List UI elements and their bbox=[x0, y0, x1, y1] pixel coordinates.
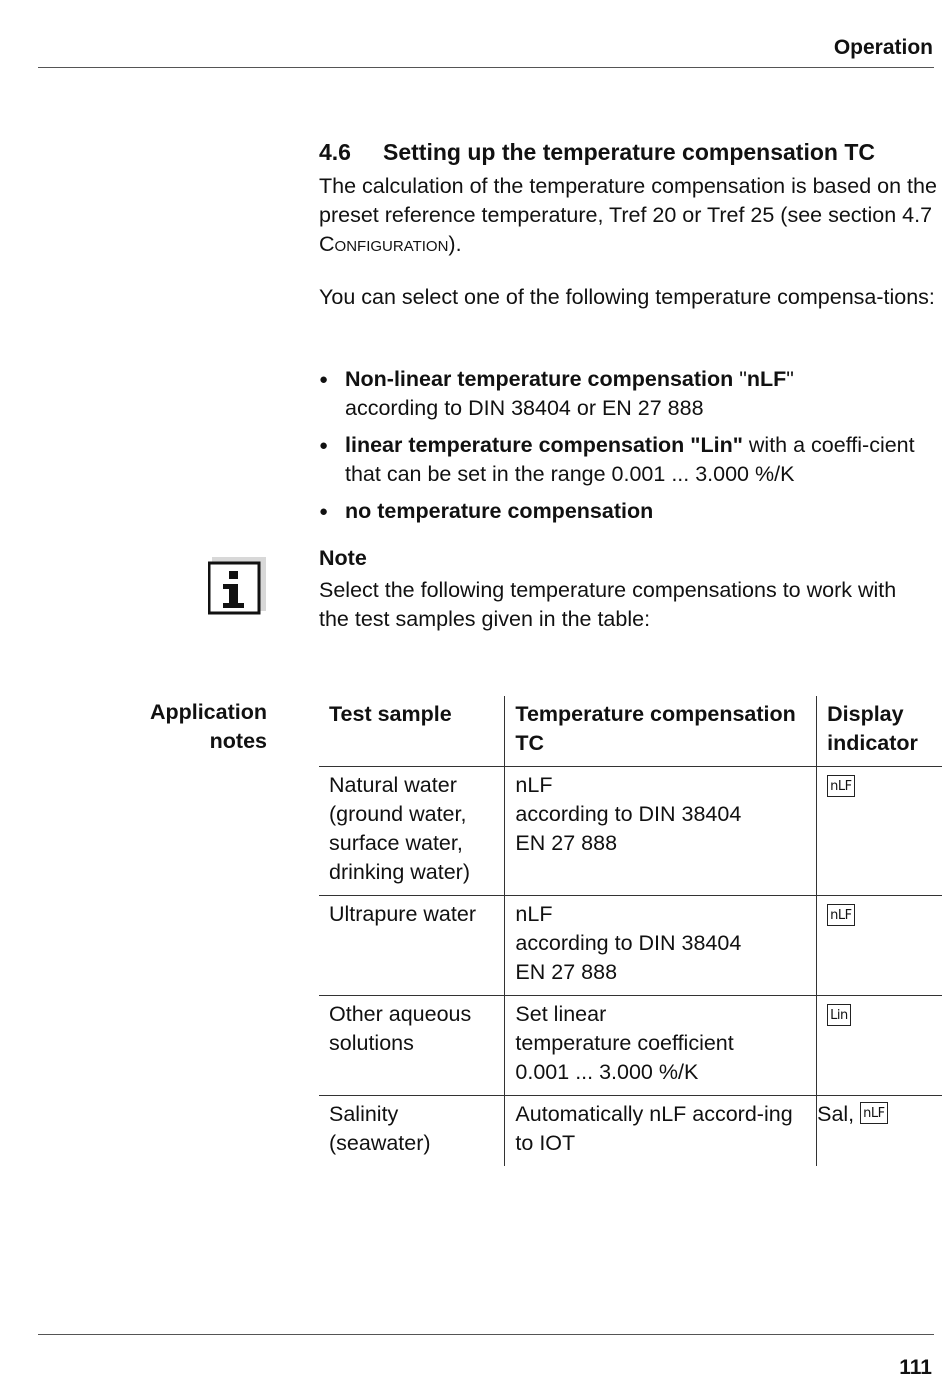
list-item bbox=[319, 497, 944, 526]
cell-display bbox=[817, 996, 942, 1096]
header-test-sample: Test sample bbox=[329, 702, 452, 726]
header-rule bbox=[38, 67, 934, 68]
cell-sample: Ultrapure water bbox=[319, 896, 505, 996]
tc-line: according to DIN 38404 bbox=[515, 931, 742, 955]
header-temperature-compensation: Temperature compensation TC bbox=[505, 696, 817, 767]
cell-tc: Automatically nLF accord-ing to IOT bbox=[505, 1096, 817, 1167]
page-number: 111 bbox=[899, 1356, 932, 1379]
note-title: Note bbox=[319, 546, 367, 570]
lin-display-icon: Lin bbox=[827, 1004, 851, 1026]
side-label-line1: Application bbox=[149, 700, 267, 724]
tc-line: EN 27 888 bbox=[515, 960, 618, 984]
nlf-code: nLF bbox=[746, 367, 787, 391]
tc-line: nLF bbox=[515, 902, 553, 926]
quote-close: " bbox=[786, 367, 794, 391]
info-icon bbox=[208, 557, 266, 615]
tc-line: nLF bbox=[515, 773, 553, 797]
side-label bbox=[150, 698, 267, 756]
intro-end: ). bbox=[448, 232, 462, 256]
bullet-text: with a coeffi-cient that can be set in the range 0.001 ... 3.000 %/K bbox=[345, 433, 915, 486]
section-heading bbox=[319, 139, 875, 166]
cell-tc bbox=[505, 767, 817, 896]
nlf-display-icon: nLF bbox=[827, 904, 854, 926]
cell-display bbox=[817, 1096, 942, 1167]
cell-sample: Other aqueous solutions bbox=[319, 996, 505, 1096]
bullet-bold: linear temperature compensation "Lin" bbox=[345, 433, 743, 457]
bullet-bold: Non-linear temperature compensation bbox=[345, 367, 740, 391]
quote-open: " bbox=[739, 367, 747, 391]
cell-sample: Natural water (ground water, surface water, drinking water) bbox=[319, 767, 505, 896]
tc-line: temperature coefficient bbox=[515, 1031, 734, 1055]
cell-display bbox=[817, 767, 942, 896]
side-label-line2: notes bbox=[209, 729, 267, 753]
note-text: Select the following temperature compensations to work with the test samples given in the table: bbox=[319, 578, 897, 631]
bullet-bold: no temperature compensation bbox=[345, 499, 654, 523]
select-paragraph bbox=[319, 283, 944, 312]
display-prefix: Sal, bbox=[817, 1102, 861, 1126]
bullet-text: according to DIN 38404 or EN 27 888 bbox=[345, 396, 704, 420]
table-header-row bbox=[319, 696, 942, 767]
table-row bbox=[319, 767, 942, 896]
running-header: Operation bbox=[833, 36, 933, 59]
section-title: Setting up the temperature compensation TC bbox=[383, 139, 875, 165]
list-item bbox=[319, 365, 944, 423]
tc-line: according to DIN 38404 bbox=[515, 802, 742, 826]
cell-tc bbox=[505, 996, 817, 1096]
application-notes-table bbox=[319, 696, 942, 1166]
compensation-options-list bbox=[319, 365, 944, 534]
cell-display bbox=[817, 896, 942, 996]
table-row bbox=[319, 896, 942, 996]
intro-paragraph bbox=[319, 172, 944, 259]
table-row bbox=[319, 1096, 942, 1167]
header-display-indicator: Display indicator bbox=[817, 696, 942, 767]
cell-sample: Salinity (seawater) bbox=[319, 1096, 505, 1167]
section-number: 4.6 bbox=[319, 139, 351, 165]
note-paragraph bbox=[319, 576, 919, 634]
intro-text: The calculation of the temperature compensation is based on the preset reference temperature, Tref 20 or Tref 25 (see section 4.7 bbox=[319, 174, 937, 227]
tc-line: Set linear bbox=[515, 1002, 607, 1026]
configuration-reference: Configuration bbox=[319, 232, 449, 256]
select-text: You can select one of the following temperature compensa-tions: bbox=[319, 285, 935, 309]
tc-line: EN 27 888 bbox=[515, 831, 618, 855]
list-item bbox=[319, 431, 944, 489]
nlf-display-icon: nLF bbox=[827, 775, 854, 797]
cell-tc bbox=[505, 896, 817, 996]
table-row bbox=[319, 996, 942, 1096]
footer-rule bbox=[38, 1334, 934, 1335]
nlf-display-icon: nLF bbox=[860, 1102, 887, 1124]
tc-line: 0.001 ... 3.000 %/K bbox=[515, 1060, 699, 1084]
